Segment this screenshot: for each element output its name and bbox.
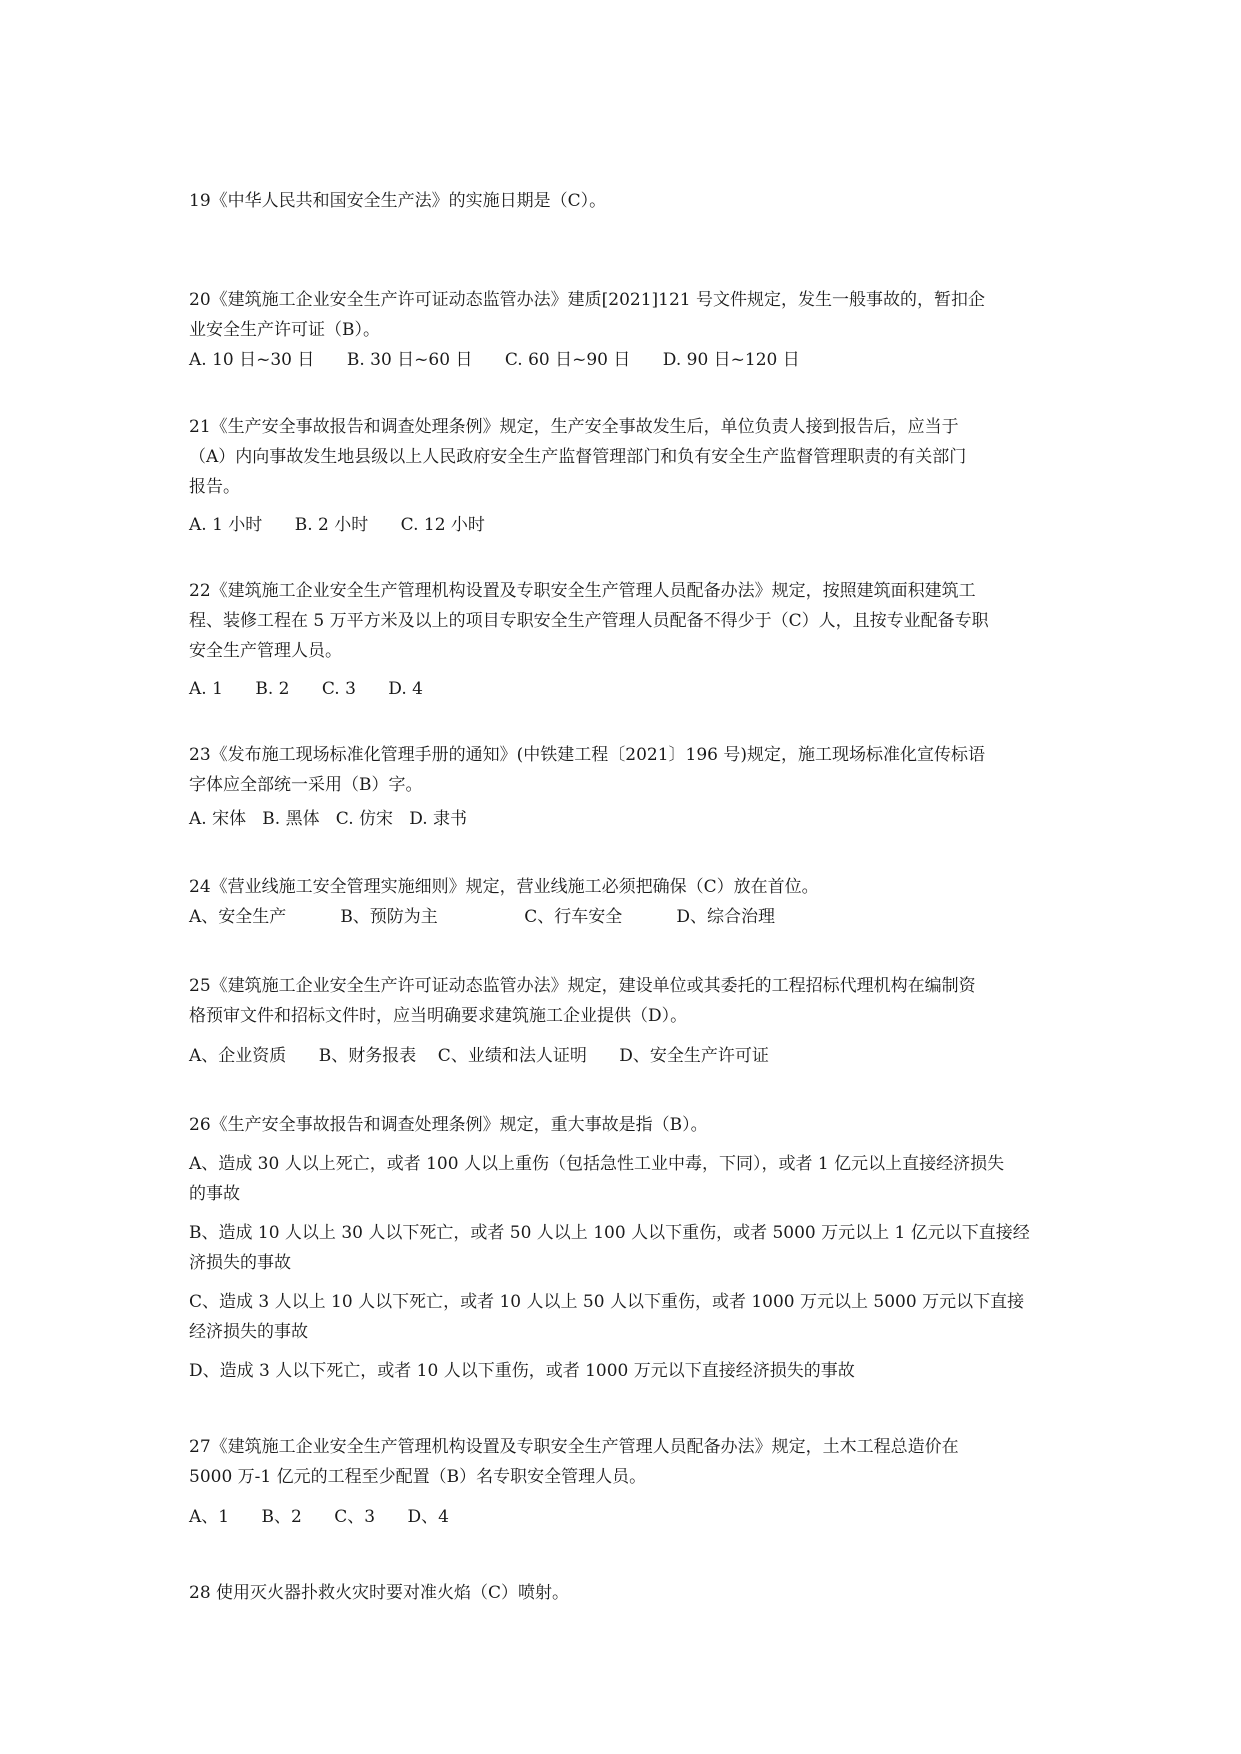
question-26-option-b: B、造成 10 人以上 30 人以下死亡，或者 50 人以上 100 人以下重伤，或者 5000 万元以上 1 亿元以下直接经: [189, 1223, 1030, 1243]
question-25-stem-cont: 格预审文件和招标文件时，应当明确要求建筑施工企业提供（D）。: [189, 1006, 688, 1026]
question-21-stem-cont: （A）内向事故发生地县级以上人民政府安全生产监督管理部门和负有安全生产监督管理职责的有关部门: [189, 447, 967, 467]
question-27-stem: 27《建筑施工企业安全生产管理机构设置及专职安全生产管理人员配备办法》规定，土木工程总造价在: [189, 1437, 959, 1457]
question-20-stem: 20《建筑施工企业安全生产许可证动态监管办法》建质[2021]121 号文件规定，发生一般事故的，暂扣企: [189, 290, 986, 310]
question-22-stem-cont: 程、装修工程在 5 万平方米及以上的项目专职安全生产管理人员配备不得少于（C）人，且按专业配备专职: [189, 611, 989, 631]
question-23-stem-cont: 字体应全部统一采用（B）字。: [189, 775, 423, 795]
question-26-option-c: C、造成 3 人以上 10 人以下死亡，或者 10 人以上 50 人以下重伤，或者 1000 万元以上 5000 万元以下直接: [189, 1292, 1025, 1312]
question-23-options: A. 宋体 B. 黑体 C. 仿宋 D. 隶书: [189, 809, 468, 829]
question-24-options: A、安全生产 B、预防为主 C、行车安全 D、综合治理: [189, 907, 775, 927]
question-21-stem-cont: 报告。: [189, 477, 240, 497]
question-26-option-a-cont: 的事故: [189, 1184, 240, 1204]
question-24-stem: 24《营业线施工安全管理实施细则》规定，营业线施工必须把确保（C）放在首位。: [189, 877, 819, 897]
question-22-stem: 22《建筑施工企业安全生产管理机构设置及专职安全生产管理人员配备办法》规定，按照建筑面积建筑工: [189, 581, 976, 601]
question-20-stem-cont: 业安全生产许可证（B）。: [189, 320, 380, 340]
question-23-stem: 23《发布施工现场标准化管理手册的通知》(中铁建工程〔2021〕196 号)规定，施工现场标准化宣传标语: [189, 745, 986, 765]
question-21-options: A. 1 小时 B. 2 小时 C. 12 小时: [189, 515, 485, 535]
question-27-stem-cont: 5000 万-1 亿元的工程至少配置（B）名专职安全管理人员。: [189, 1467, 647, 1487]
question-26-option-b-cont: 济损失的事故: [189, 1253, 291, 1273]
question-21-stem: 21《生产安全事故报告和调查处理条例》规定，生产安全事故发生后，单位负责人接到报告后，应当于: [189, 417, 959, 437]
question-20-options: A. 10 日~30 日 B. 30 日~60 日 C. 60 日~90 日 D. 90 日~120 日: [189, 350, 800, 370]
question-22-options: A. 1 B. 2 C. 3 D. 4: [189, 679, 423, 699]
question-25-options: A、企业资质 B、财务报表 C、业绩和法人证明 D、安全生产许可证: [189, 1046, 769, 1066]
question-26-option-c-cont: 经济损失的事故: [189, 1322, 308, 1342]
question-26-stem: 26《生产安全事故报告和调查处理条例》规定，重大事故是指（B）。: [189, 1115, 708, 1135]
question-26-option-d: D、造成 3 人以下死亡，或者 10 人以下重伤，或者 1000 万元以下直接经济损失的事故: [189, 1361, 855, 1381]
question-25-stem: 25《建筑施工企业安全生产许可证动态监管办法》规定，建设单位或其委托的工程招标代理机构在编制资: [189, 976, 976, 996]
question-26-option-a: A、造成 30 人以上死亡，或者 100 人以上重伤（包括急性工业中毒，下同），或者 1 亿元以上直接经济损失: [189, 1154, 1005, 1174]
question-28-stem: 28 使用灭火器扑救火灾时要对准火焰（C）喷射。: [189, 1583, 570, 1603]
question-19-stem: 19《中华人民共和国安全生产法》的实施日期是（C）。: [189, 191, 607, 211]
question-22-stem-cont: 安全生产管理人员。: [189, 641, 342, 661]
question-27-options: A、1 B、2 C、3 D、4: [189, 1507, 449, 1527]
